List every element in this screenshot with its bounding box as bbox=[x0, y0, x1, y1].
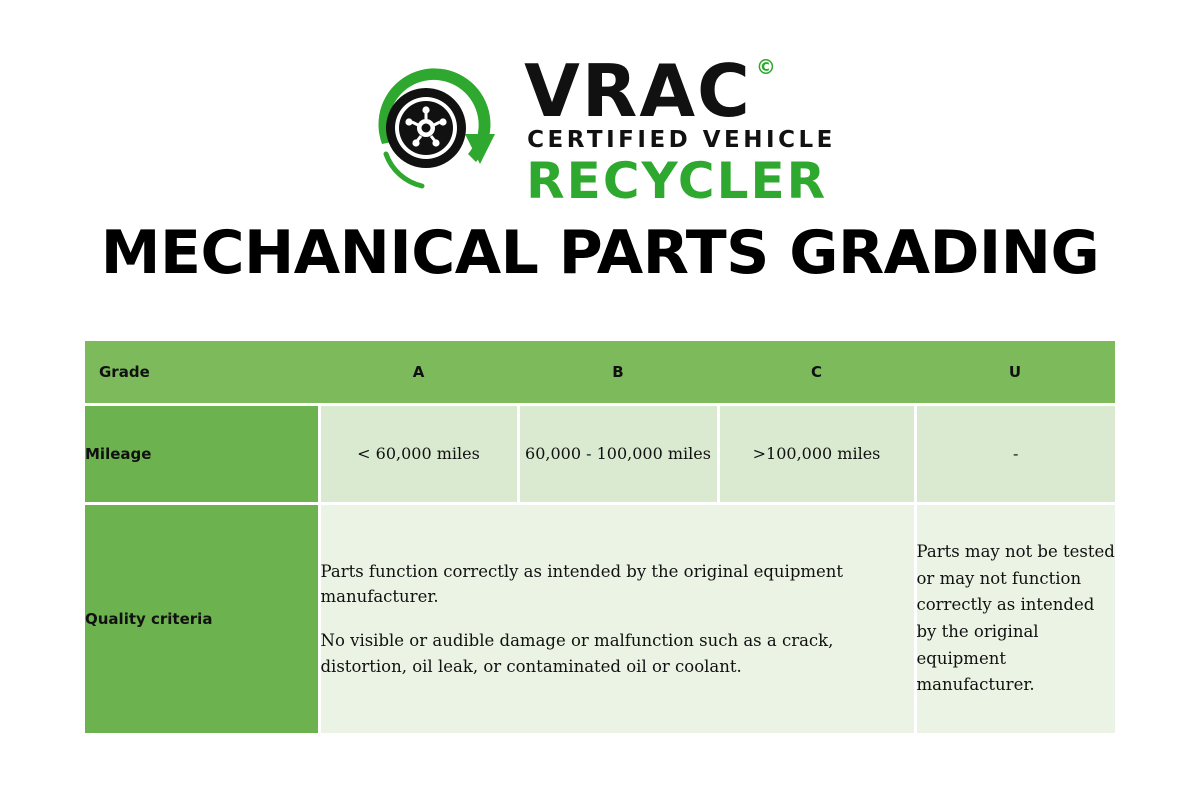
mileage-cell-b: 60,000 - 100,000 miles bbox=[518, 405, 718, 504]
header-cell-grade-u: U bbox=[915, 341, 1115, 405]
mileage-cell-a: < 60,000 miles bbox=[319, 405, 518, 504]
grading-table bbox=[85, 341, 1115, 733]
header-cell-grade-a: A bbox=[319, 341, 518, 405]
header-cell-grade-b: B bbox=[518, 341, 718, 405]
header-cell-grade: Grade bbox=[85, 341, 319, 405]
table-header-row bbox=[85, 341, 1115, 405]
logo-wordmark bbox=[524, 48, 836, 210]
logo-inner bbox=[364, 48, 836, 210]
mileage-cell-u: - bbox=[915, 405, 1115, 504]
table-row-mileage bbox=[85, 405, 1115, 504]
logo-brand-label: VRAC bbox=[524, 48, 752, 133]
quality-criteria-paragraph-2: No visible or audible damage or malfunction such as a crack, distortion, oil leak, or contaminated oil or coolant. bbox=[320, 631, 834, 676]
quality-criteria-u: Parts may not be tested or may not function correctly as intended by the original equipment manufacturer. bbox=[915, 504, 1115, 734]
brand-logo bbox=[0, 48, 1200, 208]
row-label-mileage: Mileage bbox=[85, 405, 319, 504]
page-title: MECHANICAL PARTS GRADING bbox=[100, 218, 1100, 288]
mileage-cell-c: >100,000 miles bbox=[718, 405, 915, 504]
logo-brand-text bbox=[524, 48, 778, 133]
registered-mark-icon: © bbox=[755, 54, 778, 79]
grading-table-wrapper bbox=[85, 341, 1115, 733]
recycling-wheel-icon bbox=[364, 58, 514, 198]
quality-criteria-abc bbox=[319, 504, 915, 734]
logo-tagline: CERTIFIED VEHICLE bbox=[527, 126, 836, 153]
quality-criteria-paragraph-1: Parts function correctly as intended by the original equipment manufacturer. bbox=[320, 561, 844, 607]
logo-recycler-text: RECYCLER bbox=[526, 151, 828, 210]
header-cell-grade-c: C bbox=[718, 341, 915, 405]
table-row-quality-criteria bbox=[85, 504, 1115, 734]
row-label-quality-criteria: Quality criteria bbox=[85, 504, 319, 734]
